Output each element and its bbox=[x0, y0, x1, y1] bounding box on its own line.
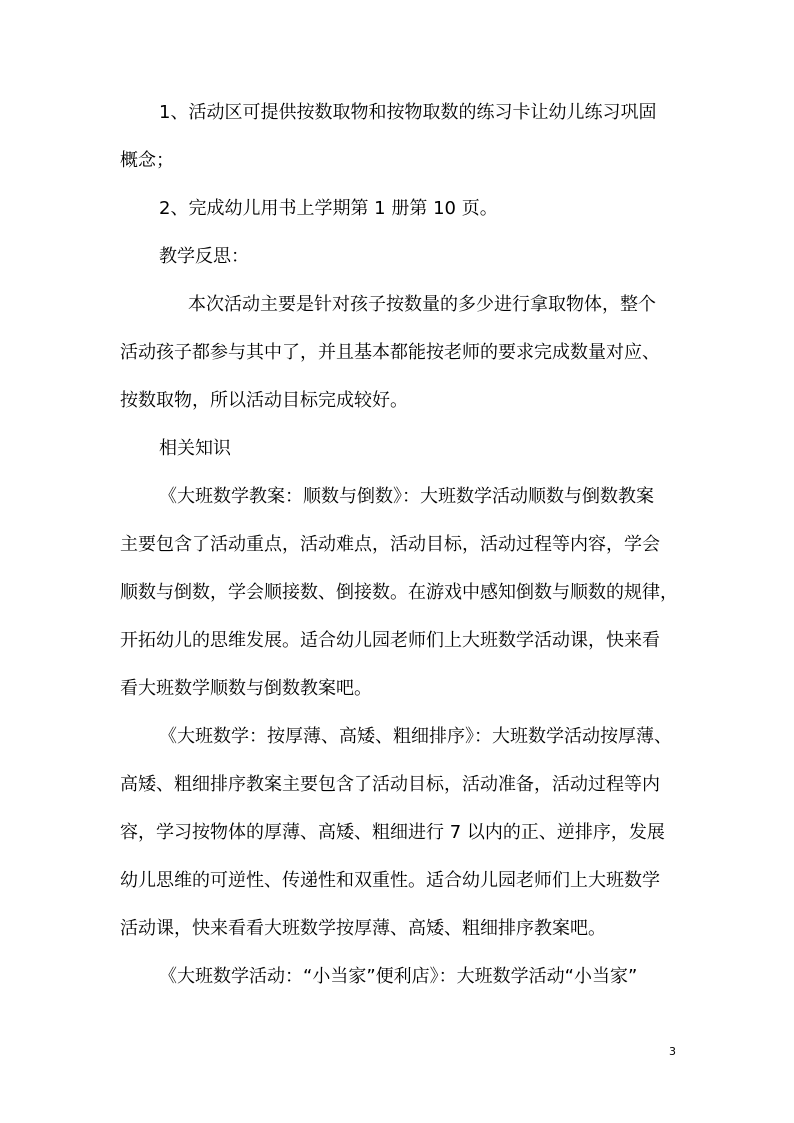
text-line-1: 1、活动区可提供按数取物和按物取数的练习卡让幼儿练习巩固 bbox=[159, 102, 657, 123]
text-line-14: 《大班数学：按厚薄、高矮、粗细排序》：大班数学活动按厚薄、 bbox=[159, 726, 672, 747]
text-line-13: 看大班数学顺数与倒数教案吧。 bbox=[120, 678, 372, 699]
section-heading-related: 相关知识 bbox=[159, 438, 231, 459]
text-line-3: 2、完成幼儿用书上学期第 1 册第 10 页。 bbox=[159, 198, 498, 219]
text-line-6: 活动孩子都参与其中了，并且基本都能按老师的要求完成数量对应、 bbox=[120, 342, 660, 363]
text-line-16: 容，学习按物体的厚薄、高矮、粗细进行 7 以内的正、逆排序，发展 bbox=[120, 822, 665, 843]
text-line-17: 幼儿思维的可逆性、传递性和双重性。适合幼儿园老师们上大班数学 bbox=[120, 870, 660, 891]
text-line-5: 本次活动主要是针对孩子按数量的多少进行拿取物体，整个 bbox=[188, 294, 656, 315]
text-line-10: 主要包含了活动重点，活动难点，活动目标，活动过程等内容，学会 bbox=[120, 534, 660, 555]
text-line-12: 开拓幼儿的思维发展。适合幼儿园老师们上大班数学活动课，快来看 bbox=[120, 630, 660, 651]
text-line-9: 《大班数学教案：顺数与倒数》：大班数学活动顺数与倒数教案 bbox=[159, 486, 654, 507]
page-number: 3 bbox=[669, 1045, 676, 1058]
text-line-19: 《大班数学活动：“小当家”便利店》：大班数学活动“小当家” bbox=[159, 966, 638, 987]
text-line-15: 高矮、粗细排序教案主要包含了活动目标，活动准备，活动过程等内 bbox=[120, 774, 660, 795]
text-line-2: 概念； bbox=[120, 150, 174, 171]
section-heading-reflection: 教学反思： bbox=[159, 246, 249, 267]
text-line-7: 按数取物，所以活动目标完成较好。 bbox=[120, 390, 408, 411]
text-line-11: 顺数与倒数，学会顺接数、倒接数。在游戏中感知倒数与顺数的规律， bbox=[120, 582, 678, 603]
text-line-18: 活动课，快来看看大班数学按厚薄、高矮、粗细排序教案吧。 bbox=[120, 918, 606, 939]
